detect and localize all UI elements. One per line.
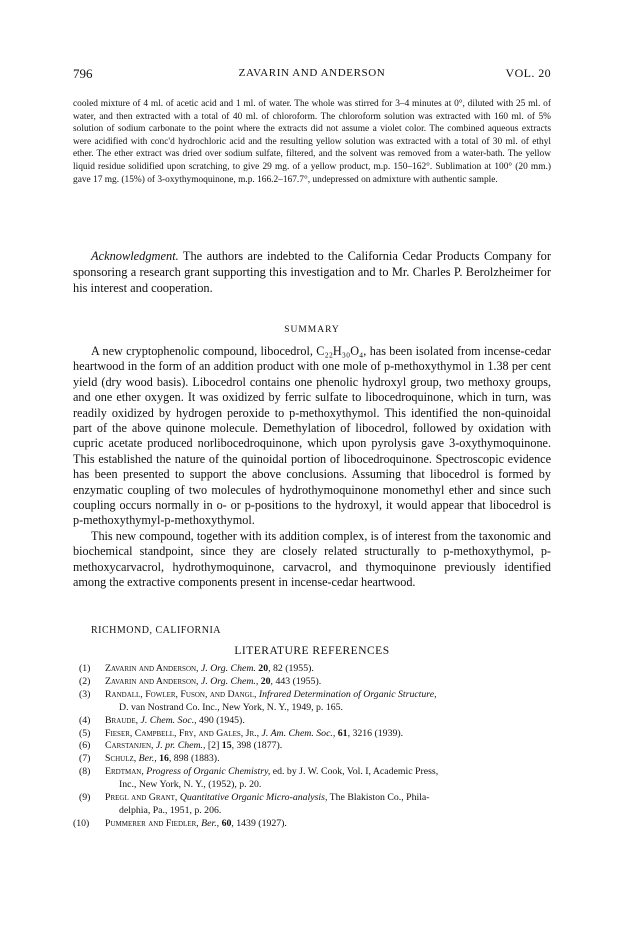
reference-source: J. Org. Chem., xyxy=(198,675,259,687)
reference-item xyxy=(73,792,551,818)
reference-continuation: D. van Nostrand Co. Inc., New York, N. Y., 1949, p. 165. xyxy=(119,701,343,713)
reference-source: J. pr. Chem., xyxy=(153,740,206,752)
running-title: ZAVARIN AND ANDERSON xyxy=(238,67,386,79)
reference-authors: Randall, Fowler, Fuson, and Dangl, xyxy=(105,688,257,700)
reference-number: (9) xyxy=(79,792,91,804)
reference-authors: Pummerer and Fiedler, xyxy=(105,817,199,829)
reference-item xyxy=(73,689,551,715)
reference-details: 20, 443 (1955). xyxy=(260,675,322,687)
reference-item xyxy=(73,663,551,676)
reference-details: The Blakiston Co., Phila- xyxy=(327,792,430,804)
reference-authors: Carstanjen, xyxy=(105,740,154,752)
summary-section xyxy=(73,344,551,591)
reference-number: (10) xyxy=(73,817,90,829)
reference-item xyxy=(73,818,551,831)
acknowledgment-text: The authors are indebted to the California Cedar Products Company for sponsoring a research grant supporting this investigation and to Mr. Charles P. Berolzheimer for his interest and cooperation. xyxy=(73,249,551,295)
reference-details: 20, 82 (1955). xyxy=(258,663,314,674)
reference-authors: Erdtman, xyxy=(105,766,144,778)
reference-item xyxy=(73,728,551,741)
reference-number: (7) xyxy=(79,753,91,765)
reference-details: 61, 3216 (1939). xyxy=(337,727,404,739)
reference-source: J. Chem. Soc., xyxy=(138,714,197,726)
reference-number: (6) xyxy=(79,740,91,752)
reference-authors: Pregl and Grant, xyxy=(105,792,178,804)
experimental-paragraph: cooled mixture of 4 ml. of acetic acid and 1 ml. of water. The whole was stirred for 3–4 minutes at 0°, diluted with 25 ml. of water, and then extracted with a total of 40 ml. of chloroform. The chloroform solution was extracted with 160 ml. of 5% solution of sodium carbonate to the point where the extracts did not assume a violet color. The combined aqueous extracts were acidified with conc'd hydrochloric acid and the resulting yellow solution was extracted with a total of 30 ml. of ethyl ether. The ether extract was dried over sodium sulfate, filtered, and the solvent was removed from a water-bath. The yellow liquid residue solidified upon scratching, to give 29 mg. of a yellow product, m.p. 150–162°. Sublimation at 100° (20 mm.) gave 17 mg. (15%) of 3-oxythymoquinone, m.p. 166.2–167.7°, undepressed on admixture with authentic sample. xyxy=(73,99,551,185)
reference-item xyxy=(73,753,551,766)
reference-source: Ber., xyxy=(136,753,157,765)
summary-heading: SUMMARY xyxy=(284,325,340,335)
reference-details: 60, 1439 (1927). xyxy=(221,817,287,829)
reference-authors: Schulz, xyxy=(105,753,137,765)
reference-source: J. Org. Chem. xyxy=(198,663,256,674)
reference-number: (4) xyxy=(79,714,91,726)
reference-number: (3) xyxy=(79,688,91,700)
reference-item xyxy=(73,766,551,792)
acknowledgment-label: Acknowledgment. xyxy=(91,249,179,263)
author-location: RICHMOND, CALIFORNIA xyxy=(91,625,222,636)
reference-source: Ber., xyxy=(198,817,220,829)
volume-label: VOL. 20 xyxy=(505,66,551,80)
reference-item xyxy=(73,740,551,753)
reference-details: 16, 898 (1883). xyxy=(159,753,220,765)
page-number: 796 xyxy=(73,66,93,81)
running-header xyxy=(73,66,551,84)
reference-number: (2) xyxy=(79,675,91,687)
reference-authors: Zavarin and Anderson, xyxy=(105,675,199,687)
reference-number: (5) xyxy=(79,727,91,739)
reference-item xyxy=(73,715,551,728)
reference-source: J. Am. Chem. Soc., xyxy=(259,727,336,739)
reference-item xyxy=(73,676,551,689)
reference-authors: Fieser, Campbell, Fry, and Gales, Jr., xyxy=(105,727,260,739)
reference-source: Progress of Organic Chemistry, xyxy=(143,766,271,778)
acknowledgment-paragraph xyxy=(73,248,551,296)
summary-paragraph: This new compound, together with its addition complex, is of interest from the taxonomic and biochemical standpoint, since they are closely related structurally to p-methoxythymol, p-methoxycarvacrol, hydrothymoquinone, carvacrol, and thymoquinone previously identified among the extractive components present in incense-cedar heartwood. xyxy=(73,528,551,590)
reference-continuation: delphia, Pa., 1951, p. 206. xyxy=(119,804,222,816)
references-list xyxy=(73,663,551,831)
reference-authors: Zavarin and Anderson, xyxy=(105,663,199,674)
reference-details: 490 (1945). xyxy=(196,714,245,726)
reference-details: [2] 15, 398 (1877). xyxy=(205,740,283,752)
summary-paragraph: A new cryptophenolic compound, libocedrol, C₂₂H₃₀O₄, has been isolated from incense-cedar heartwood in the form of an addition product with one mole of p-methoxythymol in 1.38 per cent yield (dry wood basis). Libocedrol contains one phenolic hydroxyl group, two methoxy groups, and one ether oxygen. It was oxidized by ferric sulfate to libocedroquinone, which in turn, was readily oxidized by hydrogen peroxide to p-methoxythymol. This identified the non-quinoidal part of the above quinone molecule. Demethylation of libocedrol, followed by oxidation with cupric acetate produced norlibocedroquinone, which upon pyrolysis gave 3-oxythymoquinone. This established the nature of the quinoidal portion of libocedroquinone. Spectroscopic evidence has been presented to support the above conclusions. Assuming that libocedrol is formed by enzymatic coupling of two molecules of hydrothymoquinone monomethyl ether and since such coupling occurs normally in o- or p-positions to the hydroxyl, it would appear that libocedrol is p-methoxythymyl-p-methoxythymol. xyxy=(73,344,551,528)
reference-number: (8) xyxy=(79,766,91,778)
reference-details: ed. by J. W. Cook, Vol. I, Academic Press, xyxy=(270,766,439,778)
reference-number: (1) xyxy=(79,663,91,674)
reference-continuation: Inc., New York, N. Y., (1952), p. 20. xyxy=(119,779,262,791)
reference-source: Infrared Determination of Organic Structure, xyxy=(256,688,437,700)
reference-authors: Braude, xyxy=(105,714,139,726)
references-heading: LITERATURE REFERENCES xyxy=(234,645,390,657)
reference-source: Quantitative Organic Micro-analysis, xyxy=(177,792,328,804)
